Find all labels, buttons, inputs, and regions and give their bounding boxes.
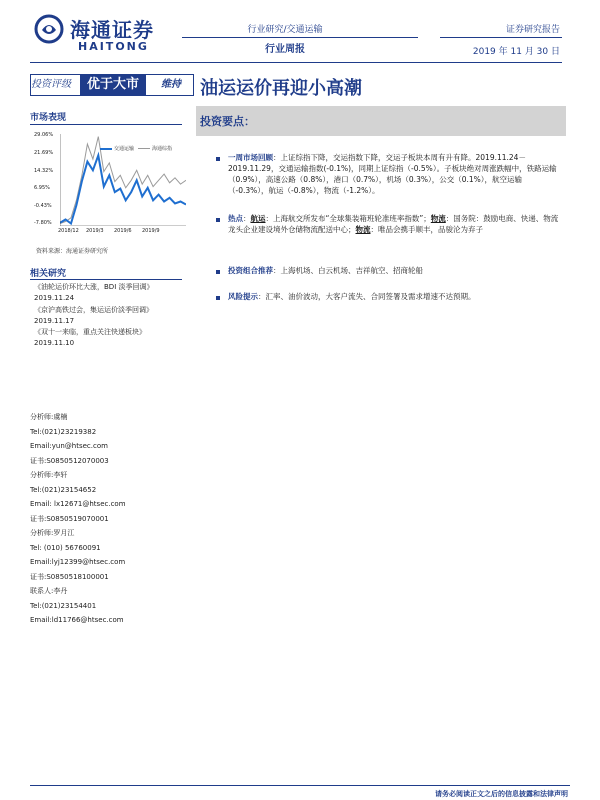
portfolio-paragraph: [228, 265, 562, 276]
legend-swatch-index: [138, 148, 150, 149]
analyst-email[interactable]: Email:yun@htsec.com: [30, 442, 108, 450]
report-type: 证券研究报告: [505, 25, 560, 35]
market-review-text: ：上证综指下降，交运指数下降，交运子板块本周有升有降。2019.11.24－2019.11.29，交通运输指数(-0.1%)，同期上证综指（-0.5%）。子板块绝对周涨跌幅中，铁路运输（0.9%），高速公路（0.8%），港口（0.7%），机场（0.3%），公交（0.1%），航空运输（-0.3%），航运（-0.8%），物流（-1.2%）。: [228, 153, 557, 195]
contact-tel: Tel:(021)23154401: [30, 602, 97, 610]
contact-name: 联系人:李丹: [30, 587, 68, 595]
risk-paragraph: [228, 291, 562, 302]
analyst-email[interactable]: Email:lyj12399@htsec.com: [30, 558, 126, 566]
related-item-title[interactable]: 《双十一来临，重点关注快递板块》: [34, 328, 146, 336]
analyst-cert: 证书:S0850512070003: [30, 457, 109, 465]
portfolio-label: 投资组合推荐: [228, 266, 273, 275]
hotspot-logistics-label: 物流: [430, 214, 446, 223]
market-review-paragraph: [228, 152, 562, 196]
chart-source: 资料来源：海通证券研究所: [36, 248, 109, 255]
y-tick: 6.95%: [34, 185, 50, 191]
legend-index: 海通综指: [152, 146, 173, 152]
header-divider: [182, 37, 418, 38]
market-review-label: 一周市场回顾: [228, 153, 273, 162]
legend-swatch-transport: [100, 148, 112, 150]
x-tick: 2019/6: [114, 228, 132, 234]
logo-english-name: HAITONG: [78, 40, 149, 53]
logo-chinese-name: 海通证券: [70, 18, 154, 42]
page-title: 油运运价再迎小高潮: [200, 78, 362, 99]
market-heading: 市场表现: [30, 113, 67, 123]
related-heading: 相关研究: [30, 269, 67, 279]
key-points-heading: 投资要点：: [200, 115, 255, 128]
x-tick: 2018/12: [58, 228, 79, 234]
bullet-icon: [216, 157, 220, 161]
hotspot-logistics-text: ：国务院：鼓励电商、快递、物流龙头企业建设境外仓储物流配送中心；: [228, 214, 559, 234]
analyst-name: 分析师:虞楠: [30, 413, 68, 421]
market-rule: [30, 124, 182, 125]
x-tick: 2019/3: [86, 228, 104, 234]
y-tick: -7.80%: [34, 220, 52, 226]
y-tick: -0.43%: [34, 203, 52, 209]
hotspot-text: ：: [243, 214, 251, 223]
analyst-tel: Tel:(021)23219382: [30, 428, 97, 436]
x-tick: 2019/9: [142, 228, 160, 234]
hotspot-logistics-label-2: 物流: [355, 225, 371, 234]
analyst-tel: Tel: (010) 56760091: [30, 544, 101, 552]
haitong-logo-icon: [34, 14, 64, 44]
footer-disclaimer: 请务必阅读正文之后的信息披露和法律声明: [435, 790, 568, 798]
bullet-icon: [216, 270, 220, 274]
portfolio-text: ：上海机场、白云机场、吉祥航空、招商轮船: [273, 266, 423, 275]
bullet-icon: [216, 218, 220, 222]
hotspot-logistics-text-2: ：唯品会携手顺丰，品骏沦为弃子: [370, 225, 483, 234]
related-item-date: 2019.11.10: [34, 339, 75, 347]
report-date: 2019 年 11 月 30 日: [472, 47, 560, 57]
header-rule: [30, 62, 562, 63]
related-item-date: 2019.11.17: [34, 317, 75, 325]
analyst-tel: Tel:(021)23154652: [30, 486, 97, 494]
related-item-date: 2019.11.24: [34, 294, 75, 302]
legend-transport: 交通运输: [114, 146, 135, 152]
report-kind: 行业周报: [265, 44, 305, 55]
contact-email[interactable]: Email:ld11766@htsec.com: [30, 616, 124, 624]
y-tick: 29.06%: [34, 132, 54, 138]
bullet-icon: [216, 296, 220, 300]
hotspot-shipping-text: ：上海航交所发布“全球集装箱班轮准班率指数”；: [265, 214, 431, 223]
report-category: 行业研究/交通运输: [247, 25, 323, 35]
y-tick: 21.69%: [34, 150, 54, 156]
risk-label: 风险提示: [228, 292, 258, 301]
hotspot-shipping-label: 航运: [250, 214, 266, 223]
hotspot-paragraph: [228, 213, 562, 235]
hotspot-label: 热点: [228, 214, 243, 223]
analyst-cert: 证书:S0850518100001: [30, 573, 109, 581]
related-item-title[interactable]: 《京沪高铁过会，集运运价淡季回调》: [34, 306, 153, 314]
rating-value: 优于大市: [80, 75, 146, 95]
analyst-email[interactable]: Email: lx12671@htsec.com: [30, 500, 126, 508]
footer-rule: [30, 785, 570, 786]
header-divider-right: [440, 37, 562, 38]
related-item-title[interactable]: 《油轮运价环比大涨，BDI 淡季回调》: [34, 283, 154, 291]
analyst-name: 分析师:罗月江: [30, 529, 75, 537]
y-tick: 14.32%: [34, 168, 54, 174]
analyst-name: 分析师:李轩: [30, 471, 68, 479]
rating-label: 投资评级: [31, 79, 71, 90]
rating-status: 维持: [161, 79, 181, 90]
analyst-cert: 证书:S0850519070001: [30, 515, 109, 523]
related-rule: [30, 279, 182, 280]
risk-text: ：汇率、油价波动，大客户流失、合同签署及需求增速不达预期。: [258, 292, 476, 301]
